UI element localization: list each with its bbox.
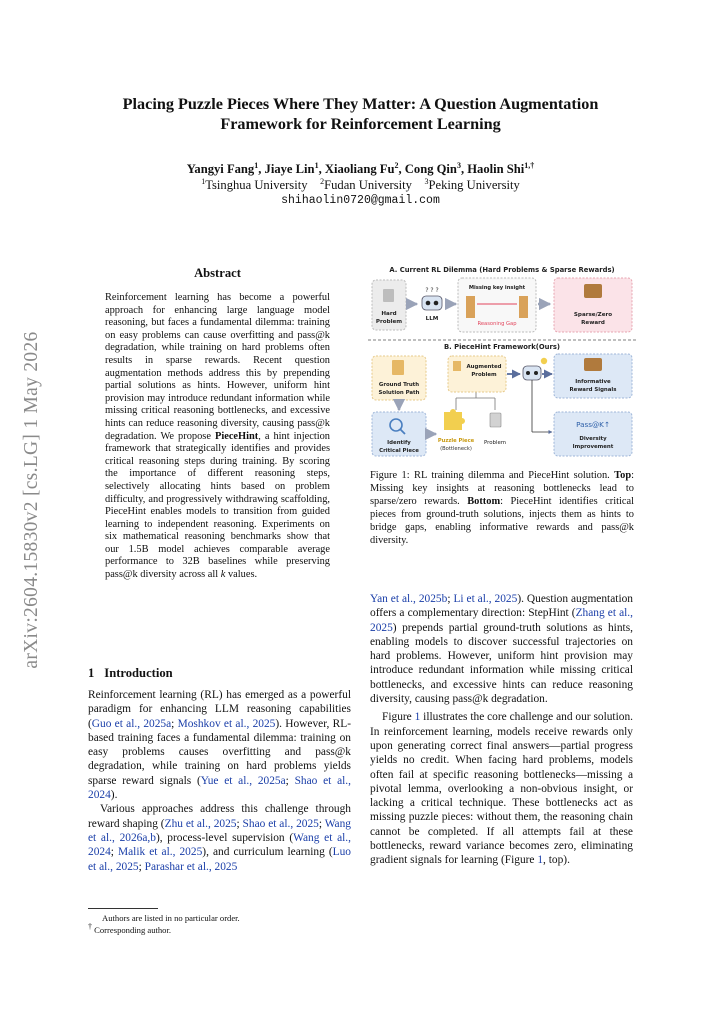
figure-caption (370, 470, 634, 547)
citation-link[interactable]: Shao et al., 2025 (242, 817, 319, 830)
intro-paragraph-2: Various approaches address this challenge through reward shaping (Zhu et al., 2025; Shao et al., 2025; Wang et al., 2026a,b), process-level supervision (Wang et al., 2024; Malik et al., 2025), and curriculum learning (Luo et al., 2025; Parashar et al., 2025 (88, 803, 352, 873)
author-name: Cong Qin (404, 162, 457, 176)
abstract-part: values. (225, 569, 258, 581)
augmented-label: Problem (471, 372, 497, 378)
cliff-left-icon (466, 296, 475, 318)
footnote-corresponding (88, 924, 351, 936)
figure-ref-link[interactable]: 1 (414, 711, 421, 724)
question-marks: ? ? ? (425, 287, 439, 294)
llm-label: LLM (425, 316, 439, 322)
robot-icon (422, 296, 442, 310)
problem-doc-icon (490, 413, 501, 427)
citation-link[interactable]: Yue et al., 2025a (200, 774, 286, 787)
citation-link[interactable]: Malik et al., 2025 (118, 846, 203, 859)
affiliation: Fudan University (324, 178, 412, 192)
cliff-right-icon (519, 296, 528, 318)
author-names: Yangyi Fang$^1$, Jiaye Lin$^1$, Xiaoliang Fu$^2$, Cong Qin$^3$, Haolin Shi$^{1,\dagger}$ (186, 160, 535, 176)
chest-icon (584, 358, 602, 371)
puzzle-piece-label: Puzzle Piece (437, 438, 475, 444)
puzzle-piece-icon (444, 409, 465, 430)
identify-label: Identify (387, 440, 411, 446)
citation-link[interactable]: Shao et al., 2024 (88, 774, 351, 802)
intro-paragraph-1: Reinforcement learning (RL) has emerged as a powerful paradigm for enhancing LLM reasoning capabilities (Guo et al., 2025a; Moshkov et al., 2025). However, RL-based training faces a fundamental dilemma: training on easy problems causes overfitting and pass@k degradation, while training on hard problems yields sparse reward signals (Yue et al., 2025a; Shao et al., 2024). (88, 689, 352, 802)
citation-link[interactable]: Guo et al., 2025a (91, 717, 172, 730)
document-icon (383, 289, 394, 302)
panel-b-title: B. PieceHint Framework(Ours) (443, 343, 561, 351)
citation-link[interactable]: Moshkov et al., 2025 (177, 717, 276, 730)
reasoning-gap-label: Reasoning Gap (477, 321, 517, 327)
intro-right-column (370, 592, 633, 868)
citation-link[interactable]: Zhang et al., 2025 (370, 607, 633, 634)
informative-label: Informative (575, 379, 611, 385)
text-run: ). Question augmentation offers a complementary direction: StepHint ( (370, 593, 633, 620)
text-run: ), process-level supervision ( (155, 831, 294, 844)
abstract-text (105, 292, 330, 582)
sparse-reward-label: Sparse/Zero (573, 312, 613, 318)
citation-link[interactable]: Li et al., 2025 (453, 593, 518, 605)
paper-title (60, 94, 661, 134)
author-sup: 1,† (524, 160, 535, 170)
caption-text: : PieceHint identifies critical pieces from ground-truth solutions, injects them as hints to bridge gaps, enabling informative rewards and pass@k diversity. (370, 495, 634, 546)
caption-text: Figure 1: RL training dilemma and PieceHint solution. (370, 470, 615, 481)
identify-label: Critical Piece (379, 448, 419, 454)
diversity-label: Diversity (579, 436, 607, 442)
text-run: ), and curriculum learning ( (202, 846, 333, 859)
citation-link[interactable]: Zhu et al., 2025 (164, 817, 237, 830)
text-run: ) prepends partial ground-truth solutions as hints, enabling models to discover successful trajectories on hard problems. However, uniform hint provision may introduce redundant information while missing critical bottlenecks, and excessive hints can reduce reasoning diversity, causing pass@k degradation. (370, 621, 633, 706)
figure-ref-link[interactable]: 1 (537, 854, 544, 867)
hard-problem-label: Problem (375, 319, 403, 325)
aff-sup: 3 (424, 176, 429, 186)
caption-bold: Top (614, 470, 632, 481)
text-run: ). However, RL-based training faces a fundamental dilemma: training on easy problems causes overfitting and pass@k degradation, while training on hard problems yields sparse reward signals ( (88, 717, 352, 787)
caption-bold: Bottom (467, 495, 501, 507)
citation-link[interactable]: Parashar et al., 2025 (144, 860, 238, 873)
lightbulb-icon (541, 358, 547, 364)
title-line-2: Framework for Reinforcement Learning (220, 115, 501, 133)
author-name: Jiaye Lin (264, 162, 315, 176)
footnote-authors: Authors are listed in no particular order. (102, 913, 240, 923)
aff-sup: 2 (320, 176, 325, 186)
hard-problem-label: Hard (381, 311, 397, 317)
section-number: 1 (88, 666, 95, 680)
panel-a-title: A. Current RL Dilemma (Hard Problems & Sparse Rewards) (389, 266, 615, 274)
pass-k-label: Pass@K↑ (576, 420, 610, 429)
text-run: ). (110, 789, 118, 802)
ground-truth-label: Solution Path (378, 390, 420, 396)
affiliations (60, 177, 661, 193)
informative-label: Reward Signals (569, 387, 617, 393)
caption-text: : Missing key insights at reasoning bottlenecks lead to sparse/zero rewards. (370, 470, 634, 507)
author-name: Yangyi Fang (186, 162, 255, 176)
footnote-mark: † (88, 922, 92, 932)
aff-sup: 1 (201, 176, 206, 186)
robot-icon (523, 366, 541, 380)
author-block (60, 161, 661, 209)
author-sup: 1 (314, 160, 319, 170)
citation-link[interactable]: Wang et al., 2024 (88, 831, 351, 859)
abstract-part: , a hint injection framework that strategically identifies and provides critical reasoning steps during training. By scoring the importance of different reasoning steps, selectively allocating hints based on problem difficulty, and progressively withdrawing scaffolding, PieceHint enables models to transition from guided learning to independent reasoning. Experiments on six mathematical reasoning benchmarks show that our 1.5B model achieves comparable average performance to 32B baselines while preserving pass@k diversity across all (105, 430, 331, 581)
diversity-label: Improvement (572, 444, 614, 450)
text-run: Reinforcement learning (RL) has emerged as a powerful paradigm for enhancing LLM reasoning capabilities ( (88, 689, 351, 730)
citation-link[interactable]: Luo et al., 2025 (88, 846, 352, 873)
title-line-1: Placing Puzzle Pieces Where They Matter: A Question Augmentation (122, 95, 599, 113)
footnote-text: Corresponding author. (94, 925, 172, 935)
puzzle-piece-sub: (Bottleneck) (440, 446, 472, 452)
text-run: Various approaches address this challenge through reward shaping ( (88, 803, 351, 830)
affiliation: Tsinghua University (205, 178, 308, 192)
author-sup: 3 (456, 160, 461, 170)
scroll-icon (392, 360, 404, 375)
intro-paragraph-2-cont: Yan et al., 2025b; Li et al., 2025). Question augmentation offers a complementary direction: StepHint (Zhang et al., 2025) prepends partial ground-truth solutions as hints, enabling models to discover successful trajectories on hard problems. However, uniform hint provision may introduce redundant information while missing critical bottlenecks, and excessive hints can reduce reasoning diversity, causing pass@k degradation. (370, 593, 633, 706)
sparse-reward-label: Reward (581, 320, 605, 326)
citation-link[interactable]: Yan et al., 2025b (370, 593, 448, 605)
text-run: , top). (543, 854, 570, 867)
chest-icon (584, 284, 602, 298)
footnotes (88, 912, 351, 936)
missing-insight-label: Missing key insight (468, 285, 526, 291)
abstract-k: k (220, 569, 226, 581)
footnote-rule (88, 908, 158, 909)
arxiv-stamp: arXiv:2604.15830v2 [cs.LG] 1 May 2026 (21, 331, 42, 669)
author-sup: 1 (254, 160, 259, 170)
intro-left-column (88, 688, 351, 874)
author-name: Haolin Shi (467, 162, 525, 176)
abstract-heading: Abstract (194, 266, 241, 280)
ground-truth-label: Ground Truth (378, 382, 420, 388)
text-run: illustrates the core challenge and our solution. In reinforcement learning, models receive rewards only upon generating correct final answers—partial progress yields no credit. When facing hard problems, models often fail at specific reasoning bottlenecks—missing a pivotal lemma, overlooking a non-obvious insight, or lacking a critical technique. These bottlenecks act as missing puzzle pieces: without them, the reasoning chain cannot be completed. If all attempts fail at these bottlenecks, reward variance becomes zero, eliminating gradient signals for learning (Figure (370, 711, 633, 867)
author-sup: 2 (394, 160, 399, 170)
method-name: PieceHint (214, 430, 259, 442)
author-email[interactable]: shihaolin0720@gmail.com (281, 194, 440, 207)
citation-link[interactable]: Wang et al., 2026a,b (88, 817, 352, 844)
intro-paragraph-3 (370, 710, 633, 867)
text-run: Figure (382, 711, 415, 724)
augmented-label: Augmented (466, 364, 502, 370)
problem-label: Problem (483, 440, 507, 446)
author-name: Xiaoliang Fu (324, 162, 395, 176)
abstract-part: Reinforcement learning has become a powerful approach for enhancing large language model reasoning, but faces a fundamental dilemma: training on easy problems can cause overfitting and pass@k degradation, while training on hard problems often results in sparse rewards. Recent question augmentation methods address this by prepending partial solutions as hints. However, uniform hint provision may introduce redundant information while missing critical reasoning bottlenecks, and excessive hints can reduce reasoning diversity, causing pass@k degradation. We propose (105, 292, 330, 442)
figure-1 (368, 262, 636, 460)
affiliation: Peking University (428, 178, 520, 192)
section-heading (88, 666, 173, 681)
section-title: Introduction (104, 666, 173, 680)
